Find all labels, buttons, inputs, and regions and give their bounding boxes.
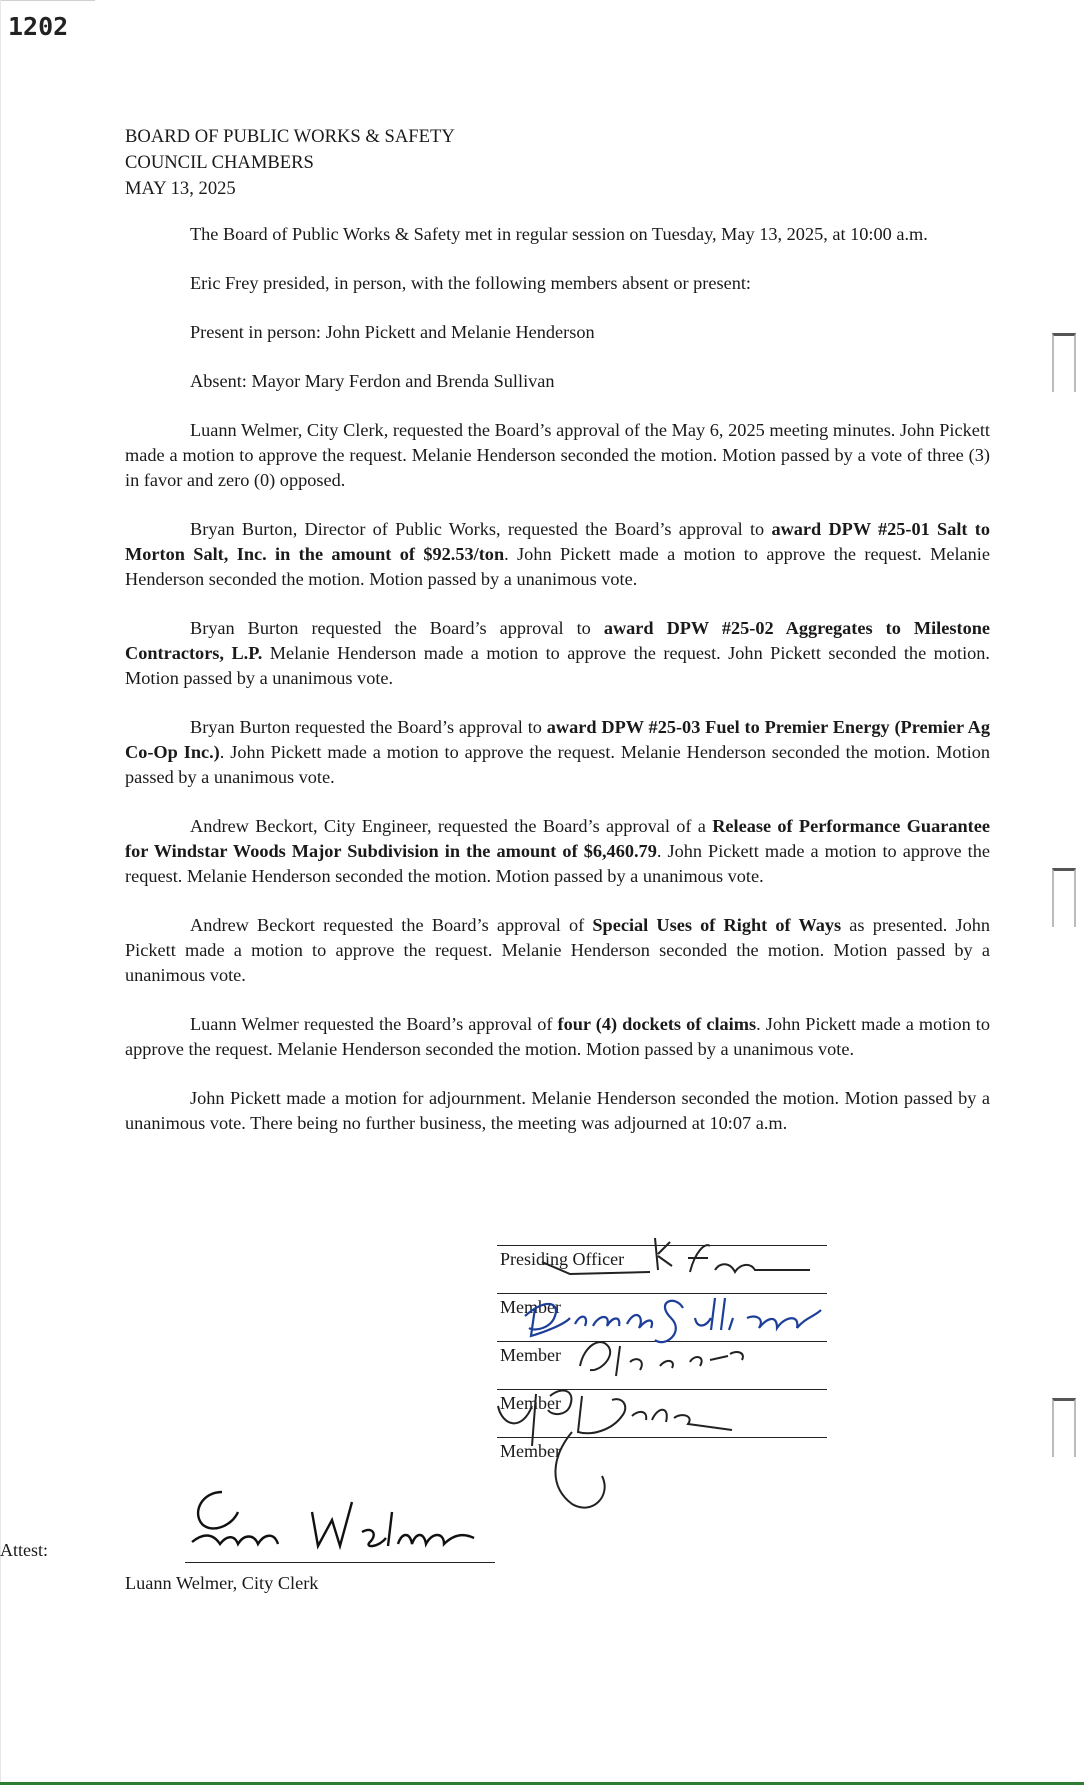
minutes-body [125, 222, 990, 1160]
paragraph-dockets-of-claims [125, 1012, 990, 1062]
paragraph-minutes-approval: Luann Welmer, City Clerk, requested the Board’s approval of the May 6, 2025 meeting minutes. John Pickett made a motion to approve the request. Melanie Henderson seconded the motion. Motion passed by a vote of three (3) in favor and zero (0) opposed. [125, 420, 990, 490]
paragraph-dpw-25-01 [125, 517, 990, 592]
scan-edge-top [0, 0, 95, 1]
page-number: 1202 [8, 12, 69, 41]
text: Melanie Henderson made a motion to approve the request. John Pickett seconded the motion. Motion passed by a unanimous vote. [125, 643, 991, 688]
paragraph-dpw-25-02 [125, 616, 990, 691]
attest-line [185, 1524, 495, 1563]
paragraph-presided: Eric Frey presided, in person, with the following members absent or present: [190, 273, 751, 293]
text: Luann Welmer requested the Board’s approval of [190, 1014, 558, 1034]
signature-henderson [492, 1376, 812, 1516]
bold-text: four (4) dockets of claims [557, 1014, 757, 1034]
attest-name: Luann Welmer, City Clerk [125, 1573, 319, 1593]
member-label: Member [500, 1393, 561, 1413]
binding-mark [1052, 1398, 1076, 1457]
text: Bryan Burton, Director of Public Works, requested the Board’s approval to [190, 519, 772, 539]
attest-signature-line [125, 1524, 495, 1563]
paragraph-present: Present in person: John Pickett and Melanie Henderson [190, 322, 595, 342]
member-label: Member [500, 1441, 561, 1461]
binding-mark [1052, 868, 1076, 927]
scan-edge-left [0, 0, 1, 1785]
text: Bryan Burton requested the Board’s approval to [190, 618, 604, 638]
text: . John Pickett made a motion to approve the request. Melanie Henderson seconded the motion. Motion passed by a unanimous vote. [125, 742, 990, 787]
bold-text: Release of Performance Guarantee for Windstar Woods Major Subdivision in the amount of $6,460.79 [125, 816, 990, 861]
attest-label: Attest: [0, 1540, 48, 1560]
member-label: Member [500, 1297, 561, 1317]
bold-text: award DPW #25-03 Fuel to Premier Energy (Premier Ag Co-Op Inc.) [125, 717, 990, 762]
member-label: Member [500, 1345, 561, 1365]
text: Andrew Beckort, City Engineer, requested the Board’s approval of a [190, 816, 713, 836]
paragraph-absent: Absent: Mayor Mary Ferdon and Brenda Sullivan [190, 371, 555, 391]
bold-text: Special Uses of Right of Ways [592, 915, 842, 935]
text: as presented. John Pickett made a motion to approve the request. Melanie Henderson seconded the motion. Motion passed by a unanimous vote. [125, 915, 991, 985]
paragraph-performance-guarantee [125, 814, 990, 889]
paragraph-right-of-ways [125, 913, 990, 988]
document-header [125, 124, 455, 202]
text: Andrew Beckort requested the Board’s approval of [190, 915, 593, 935]
bold-text: award DPW #25-01 Salt to Morton Salt, Inc. in the amount of $92.53/ton [125, 519, 990, 564]
header-date: MAY 13, 2025 [125, 178, 236, 199]
bold-text: award DPW #25-02 Aggregates to Milestone Contractors, L.P. [125, 618, 990, 663]
paragraph-adjournment: John Pickett made a motion for adjournment. Melanie Henderson seconded the motion. Motion passed by a unanimous vote. There being no further business, the meeting was adjourned at 10:07 a.m. [125, 1088, 990, 1133]
header-board: BOARD OF PUBLIC WORKS & SAFETY [125, 126, 455, 147]
text: . John Pickett made a motion to approve the request. Melanie Henderson seconded the motion. Motion passed by a unanimous vote. [125, 544, 990, 589]
header-location: COUNCIL CHAMBERS [125, 152, 314, 173]
binding-mark [1052, 333, 1076, 392]
presiding-officer-label: Presiding Officer [500, 1249, 625, 1269]
paragraph-dpw-25-03 [125, 715, 990, 790]
text: Bryan Burton requested the Board’s approval to [190, 717, 547, 737]
text: . John Pickett made a motion to approve the request. Melanie Henderson seconded the motion. Motion passed by a unanimous vote. [125, 841, 990, 886]
text: . John Pickett made a motion to approve the request. Melanie Henderson seconded the motion. Motion passed by a unanimous vote. [125, 1014, 990, 1059]
paragraph-session: The Board of Public Works & Safety met in regular session on Tuesday, May 13, 2025, at 10:00 a.m. [190, 224, 928, 244]
signature-frey [530, 1232, 830, 1282]
